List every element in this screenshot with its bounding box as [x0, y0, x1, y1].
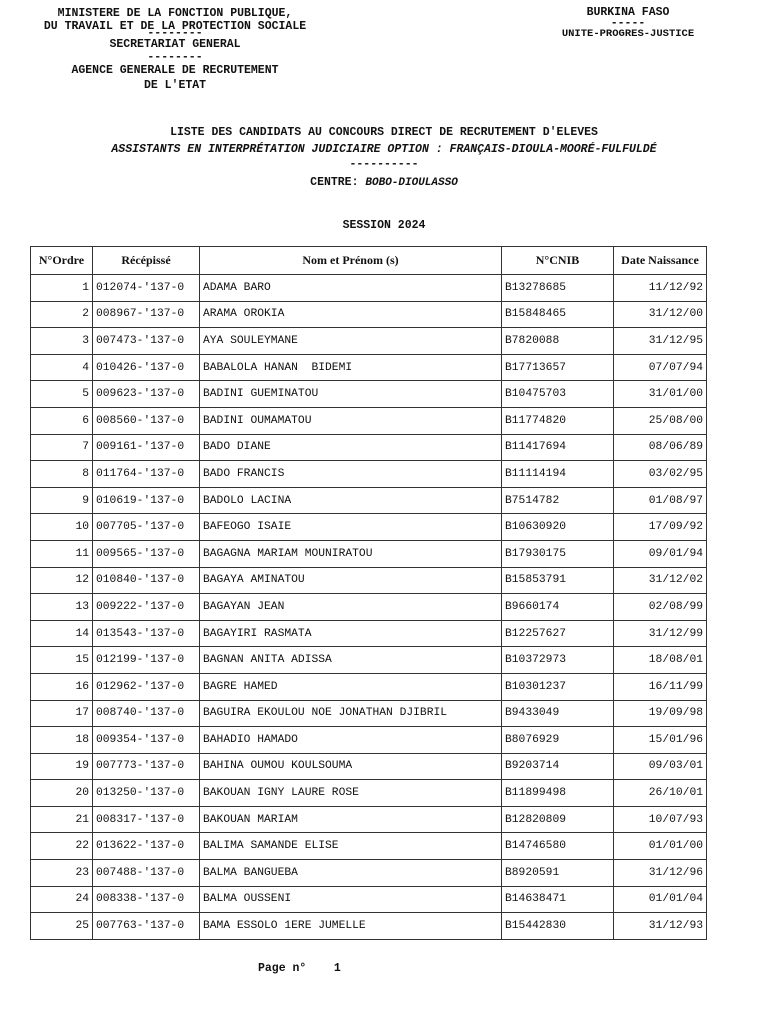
table-row	[31, 567, 707, 594]
row-cnib-cell: B10630920	[502, 514, 614, 541]
row-recepisse-cell: 009623-'137-0	[93, 381, 200, 408]
row-ordre-cell: 25	[31, 913, 93, 940]
row-recepisse-cell: 013250-'137-0	[93, 780, 200, 807]
row-nom-cell: BAGAYA AMINATOU	[200, 567, 502, 594]
row-naissance-cell: 07/07/94	[614, 354, 707, 381]
table-row	[31, 647, 707, 674]
page-number: 1	[333, 962, 341, 975]
row-naissance-cell: 26/10/01	[614, 780, 707, 807]
row-nom-cell: BAGNAN ANITA ADISSA	[200, 647, 502, 674]
table-row	[31, 594, 707, 621]
col-header-recepisse: Récépissé	[93, 247, 200, 275]
row-cnib-cell: B11417694	[502, 434, 614, 461]
list-title	[0, 124, 768, 194]
row-nom-cell: BAHADIO HAMADO	[200, 727, 502, 754]
table-row	[31, 620, 707, 647]
row-naissance-cell: 10/07/93	[614, 806, 707, 833]
row-ordre-cell: 8	[31, 461, 93, 488]
row-naissance-cell: 16/11/99	[614, 673, 707, 700]
row-recepisse-cell: 008740-'137-0	[93, 700, 200, 727]
row-cnib-cell: B15848465	[502, 301, 614, 328]
row-cnib-cell: B11774820	[502, 407, 614, 434]
row-cnib-cell: B8920591	[502, 860, 614, 887]
title-rule: ----------	[349, 158, 419, 171]
row-naissance-cell: 31/01/00	[614, 381, 707, 408]
row-recepisse-cell: 011764-'137-0	[93, 461, 200, 488]
row-ordre-cell: 7	[31, 434, 93, 461]
row-nom-cell: BAGRE HAMED	[200, 673, 502, 700]
row-naissance-cell: 02/08/99	[614, 594, 707, 621]
row-nom-cell: BADINI OUMAMATOU	[200, 407, 502, 434]
table-row	[31, 753, 707, 780]
row-ordre-cell: 12	[31, 567, 93, 594]
row-ordre-cell: 23	[31, 860, 93, 887]
row-nom-cell: ADAMA BARO	[200, 275, 502, 302]
row-ordre-cell: 5	[31, 381, 93, 408]
table-row	[31, 354, 707, 381]
table-row	[31, 328, 707, 355]
row-naissance-cell: 01/08/97	[614, 487, 707, 514]
row-ordre-cell: 4	[31, 354, 93, 381]
row-recepisse-cell: 009161-'137-0	[93, 434, 200, 461]
row-nom-cell: BADINI GUEMINATOU	[200, 381, 502, 408]
row-recepisse-cell: 009222-'137-0	[93, 594, 200, 621]
table-row	[31, 886, 707, 913]
row-ordre-cell: 17	[31, 700, 93, 727]
table-row	[31, 540, 707, 567]
table-row	[31, 301, 707, 328]
row-recepisse-cell: 008560-'137-0	[93, 407, 200, 434]
row-recepisse-cell: 012962-'137-0	[93, 673, 200, 700]
session-label: SESSION 2024	[342, 219, 426, 232]
row-nom-cell: BAHINA OUMOU KOULSOUMA	[200, 753, 502, 780]
country-motto: UNITE-PROGRES-JUSTICE	[561, 28, 695, 40]
row-recepisse-cell: 013622-'137-0	[93, 833, 200, 860]
row-naissance-cell: 11/12/92	[614, 275, 707, 302]
row-naissance-cell: 25/08/00	[614, 407, 707, 434]
row-naissance-cell: 01/01/04	[614, 886, 707, 913]
row-nom-cell: BAFEOGO ISAIE	[200, 514, 502, 541]
table-row	[31, 806, 707, 833]
row-ordre-cell: 21	[31, 806, 93, 833]
row-recepisse-cell: 009565-'137-0	[93, 540, 200, 567]
table-row	[31, 461, 707, 488]
table-row	[31, 275, 707, 302]
table-body	[31, 275, 707, 940]
candidates-table	[30, 246, 707, 940]
row-ordre-cell: 13	[31, 594, 93, 621]
row-cnib-cell: B15442830	[502, 913, 614, 940]
centre-label: CENTRE:	[310, 176, 359, 189]
row-naissance-cell: 31/12/96	[614, 860, 707, 887]
row-recepisse-cell: 007773-'137-0	[93, 753, 200, 780]
row-ordre-cell: 3	[31, 328, 93, 355]
ministry-line-1: MINISTERE DE LA FONCTION PUBLIQUE,	[57, 7, 293, 20]
row-ordre-cell: 22	[31, 833, 93, 860]
row-recepisse-cell: 007763-'137-0	[93, 913, 200, 940]
row-cnib-cell: B10372973	[502, 647, 614, 674]
row-recepisse-cell: 012199-'137-0	[93, 647, 200, 674]
row-naissance-cell: 31/12/93	[614, 913, 707, 940]
table-row	[31, 407, 707, 434]
agency-line-1: AGENCE GENERALE DE RECRUTEMENT	[71, 63, 279, 77]
row-nom-cell: BADOLO LACINA	[200, 487, 502, 514]
row-cnib-cell: B8076929	[502, 727, 614, 754]
row-cnib-cell: B9203714	[502, 753, 614, 780]
row-naissance-cell: 18/08/01	[614, 647, 707, 674]
table-row	[31, 913, 707, 940]
row-recepisse-cell: 009354-'137-0	[93, 727, 200, 754]
table-row	[31, 487, 707, 514]
row-cnib-cell: B10301237	[502, 673, 614, 700]
country-name: BURKINA FASO	[586, 6, 670, 19]
row-ordre-cell: 24	[31, 886, 93, 913]
row-recepisse-cell: 010619-'137-0	[93, 487, 200, 514]
row-ordre-cell: 16	[31, 673, 93, 700]
centre-line	[0, 172, 768, 194]
row-cnib-cell: B13278685	[502, 275, 614, 302]
row-nom-cell: BAGAYAN JEAN	[200, 594, 502, 621]
row-cnib-cell: B17930175	[502, 540, 614, 567]
table-row	[31, 727, 707, 754]
row-ordre-cell: 9	[31, 487, 93, 514]
row-recepisse-cell: 013543-'137-0	[93, 620, 200, 647]
row-recepisse-cell: 012074-'137-0	[93, 275, 200, 302]
row-nom-cell: BALMA OUSSENI	[200, 886, 502, 913]
row-cnib-cell: B10475703	[502, 381, 614, 408]
col-header-nom: Nom et Prénom (s)	[200, 247, 502, 275]
row-ordre-cell: 14	[31, 620, 93, 647]
row-nom-cell: BADO FRANCIS	[200, 461, 502, 488]
row-nom-cell: BAGUIRA EKOULOU NOE JONATHAN DJIBRIL	[200, 700, 502, 727]
row-nom-cell: BADO DIANE	[200, 434, 502, 461]
row-cnib-cell: B9433049	[502, 700, 614, 727]
row-recepisse-cell: 007473-'137-0	[93, 328, 200, 355]
row-recepisse-cell: 008338-'137-0	[93, 886, 200, 913]
row-naissance-cell: 31/12/99	[614, 620, 707, 647]
row-cnib-cell: B17713657	[502, 354, 614, 381]
row-recepisse-cell: 010426-'137-0	[93, 354, 200, 381]
row-cnib-cell: B14746580	[502, 833, 614, 860]
country-header	[548, 6, 708, 40]
row-naissance-cell: 09/03/01	[614, 753, 707, 780]
row-cnib-cell: B15853791	[502, 567, 614, 594]
row-recepisse-cell: 010840-'137-0	[93, 567, 200, 594]
row-naissance-cell: 15/01/96	[614, 727, 707, 754]
secretariat-general: SECRETARIAT GENERAL	[109, 38, 241, 51]
row-nom-cell: BAGAGNA MARIAM MOUNIRATOU	[200, 540, 502, 567]
row-ordre-cell: 10	[31, 514, 93, 541]
table-row	[31, 434, 707, 461]
row-recepisse-cell: 007488-'137-0	[93, 860, 200, 887]
row-nom-cell: BAKOUAN MARIAM	[200, 806, 502, 833]
title-line-1: LISTE DES CANDIDATS AU CONCOURS DIRECT DE RECRUTEMENT D'ELEVES	[170, 126, 598, 139]
row-ordre-cell: 2	[31, 301, 93, 328]
row-ordre-cell: 1	[31, 275, 93, 302]
row-nom-cell: BAMA ESSOLO 1ERE JUMELLE	[200, 913, 502, 940]
row-naissance-cell: 03/02/95	[614, 461, 707, 488]
row-nom-cell: BAKOUAN IGNY LAURE ROSE	[200, 780, 502, 807]
row-cnib-cell: B14638471	[502, 886, 614, 913]
row-nom-cell: AYA SOULEYMANE	[200, 328, 502, 355]
row-nom-cell: BAGAYIRI RASMATA	[200, 620, 502, 647]
col-header-cnib: N°CNIB	[502, 247, 614, 275]
table-header-row	[31, 247, 707, 275]
row-naissance-cell: 19/09/98	[614, 700, 707, 727]
row-naissance-cell: 09/01/94	[614, 540, 707, 567]
table-row	[31, 833, 707, 860]
title-line-2: ASSISTANTS EN INTERPRÉTATION JUDICIAIRE OPTION : FRANÇAIS-DIOULA-MOORÉ-FULFULDÉ	[111, 143, 657, 156]
row-ordre-cell: 18	[31, 727, 93, 754]
row-cnib-cell: B11114194	[502, 461, 614, 488]
row-naissance-cell: 17/09/92	[614, 514, 707, 541]
ministry-header	[20, 6, 330, 94]
page-footer	[258, 962, 341, 975]
row-naissance-cell: 31/12/00	[614, 301, 707, 328]
agency-line-2: DE L'ETAT	[143, 79, 207, 92]
row-cnib-cell: B7514782	[502, 487, 614, 514]
row-cnib-cell: B11899498	[502, 780, 614, 807]
row-naissance-cell: 31/12/95	[614, 328, 707, 355]
row-ordre-cell: 19	[31, 753, 93, 780]
row-ordre-cell: 15	[31, 647, 93, 674]
col-header-ordre: N°Ordre	[31, 247, 93, 275]
row-ordre-cell: 6	[31, 407, 93, 434]
row-naissance-cell: 08/06/89	[614, 434, 707, 461]
row-ordre-cell: 20	[31, 780, 93, 807]
row-nom-cell: ARAMA OROKIA	[200, 301, 502, 328]
table-row	[31, 514, 707, 541]
row-naissance-cell: 31/12/02	[614, 567, 707, 594]
centre-value: BOBO-DIOULASSO	[365, 177, 458, 189]
row-cnib-cell: B7820088	[502, 328, 614, 355]
row-nom-cell: BALMA BANGUEBA	[200, 860, 502, 887]
page-label: Page n°	[258, 962, 307, 975]
table-row	[31, 673, 707, 700]
col-header-naissance: Date Naissance	[614, 247, 707, 275]
row-recepisse-cell: 008967-'137-0	[93, 301, 200, 328]
row-cnib-cell: B9660174	[502, 594, 614, 621]
table-row	[31, 381, 707, 408]
row-cnib-cell: B12257627	[502, 620, 614, 647]
country-rule: -----	[610, 20, 646, 28]
row-nom-cell: BALIMA SAMANDE ELISE	[200, 833, 502, 860]
ministry-line-2: DU TRAVAIL ET DE LA PROTECTION SOCIALE	[43, 19, 307, 33]
row-recepisse-cell: 008317-'137-0	[93, 806, 200, 833]
row-ordre-cell: 11	[31, 540, 93, 567]
row-cnib-cell: B12820809	[502, 806, 614, 833]
secretariat-rule: --------	[147, 50, 203, 64]
table-row	[31, 780, 707, 807]
row-recepisse-cell: 007705-'137-0	[93, 514, 200, 541]
row-nom-cell: BABALOLA HANAN BIDEMI	[200, 354, 502, 381]
row-naissance-cell: 01/01/00	[614, 833, 707, 860]
table-row	[31, 860, 707, 887]
table-row	[31, 700, 707, 727]
